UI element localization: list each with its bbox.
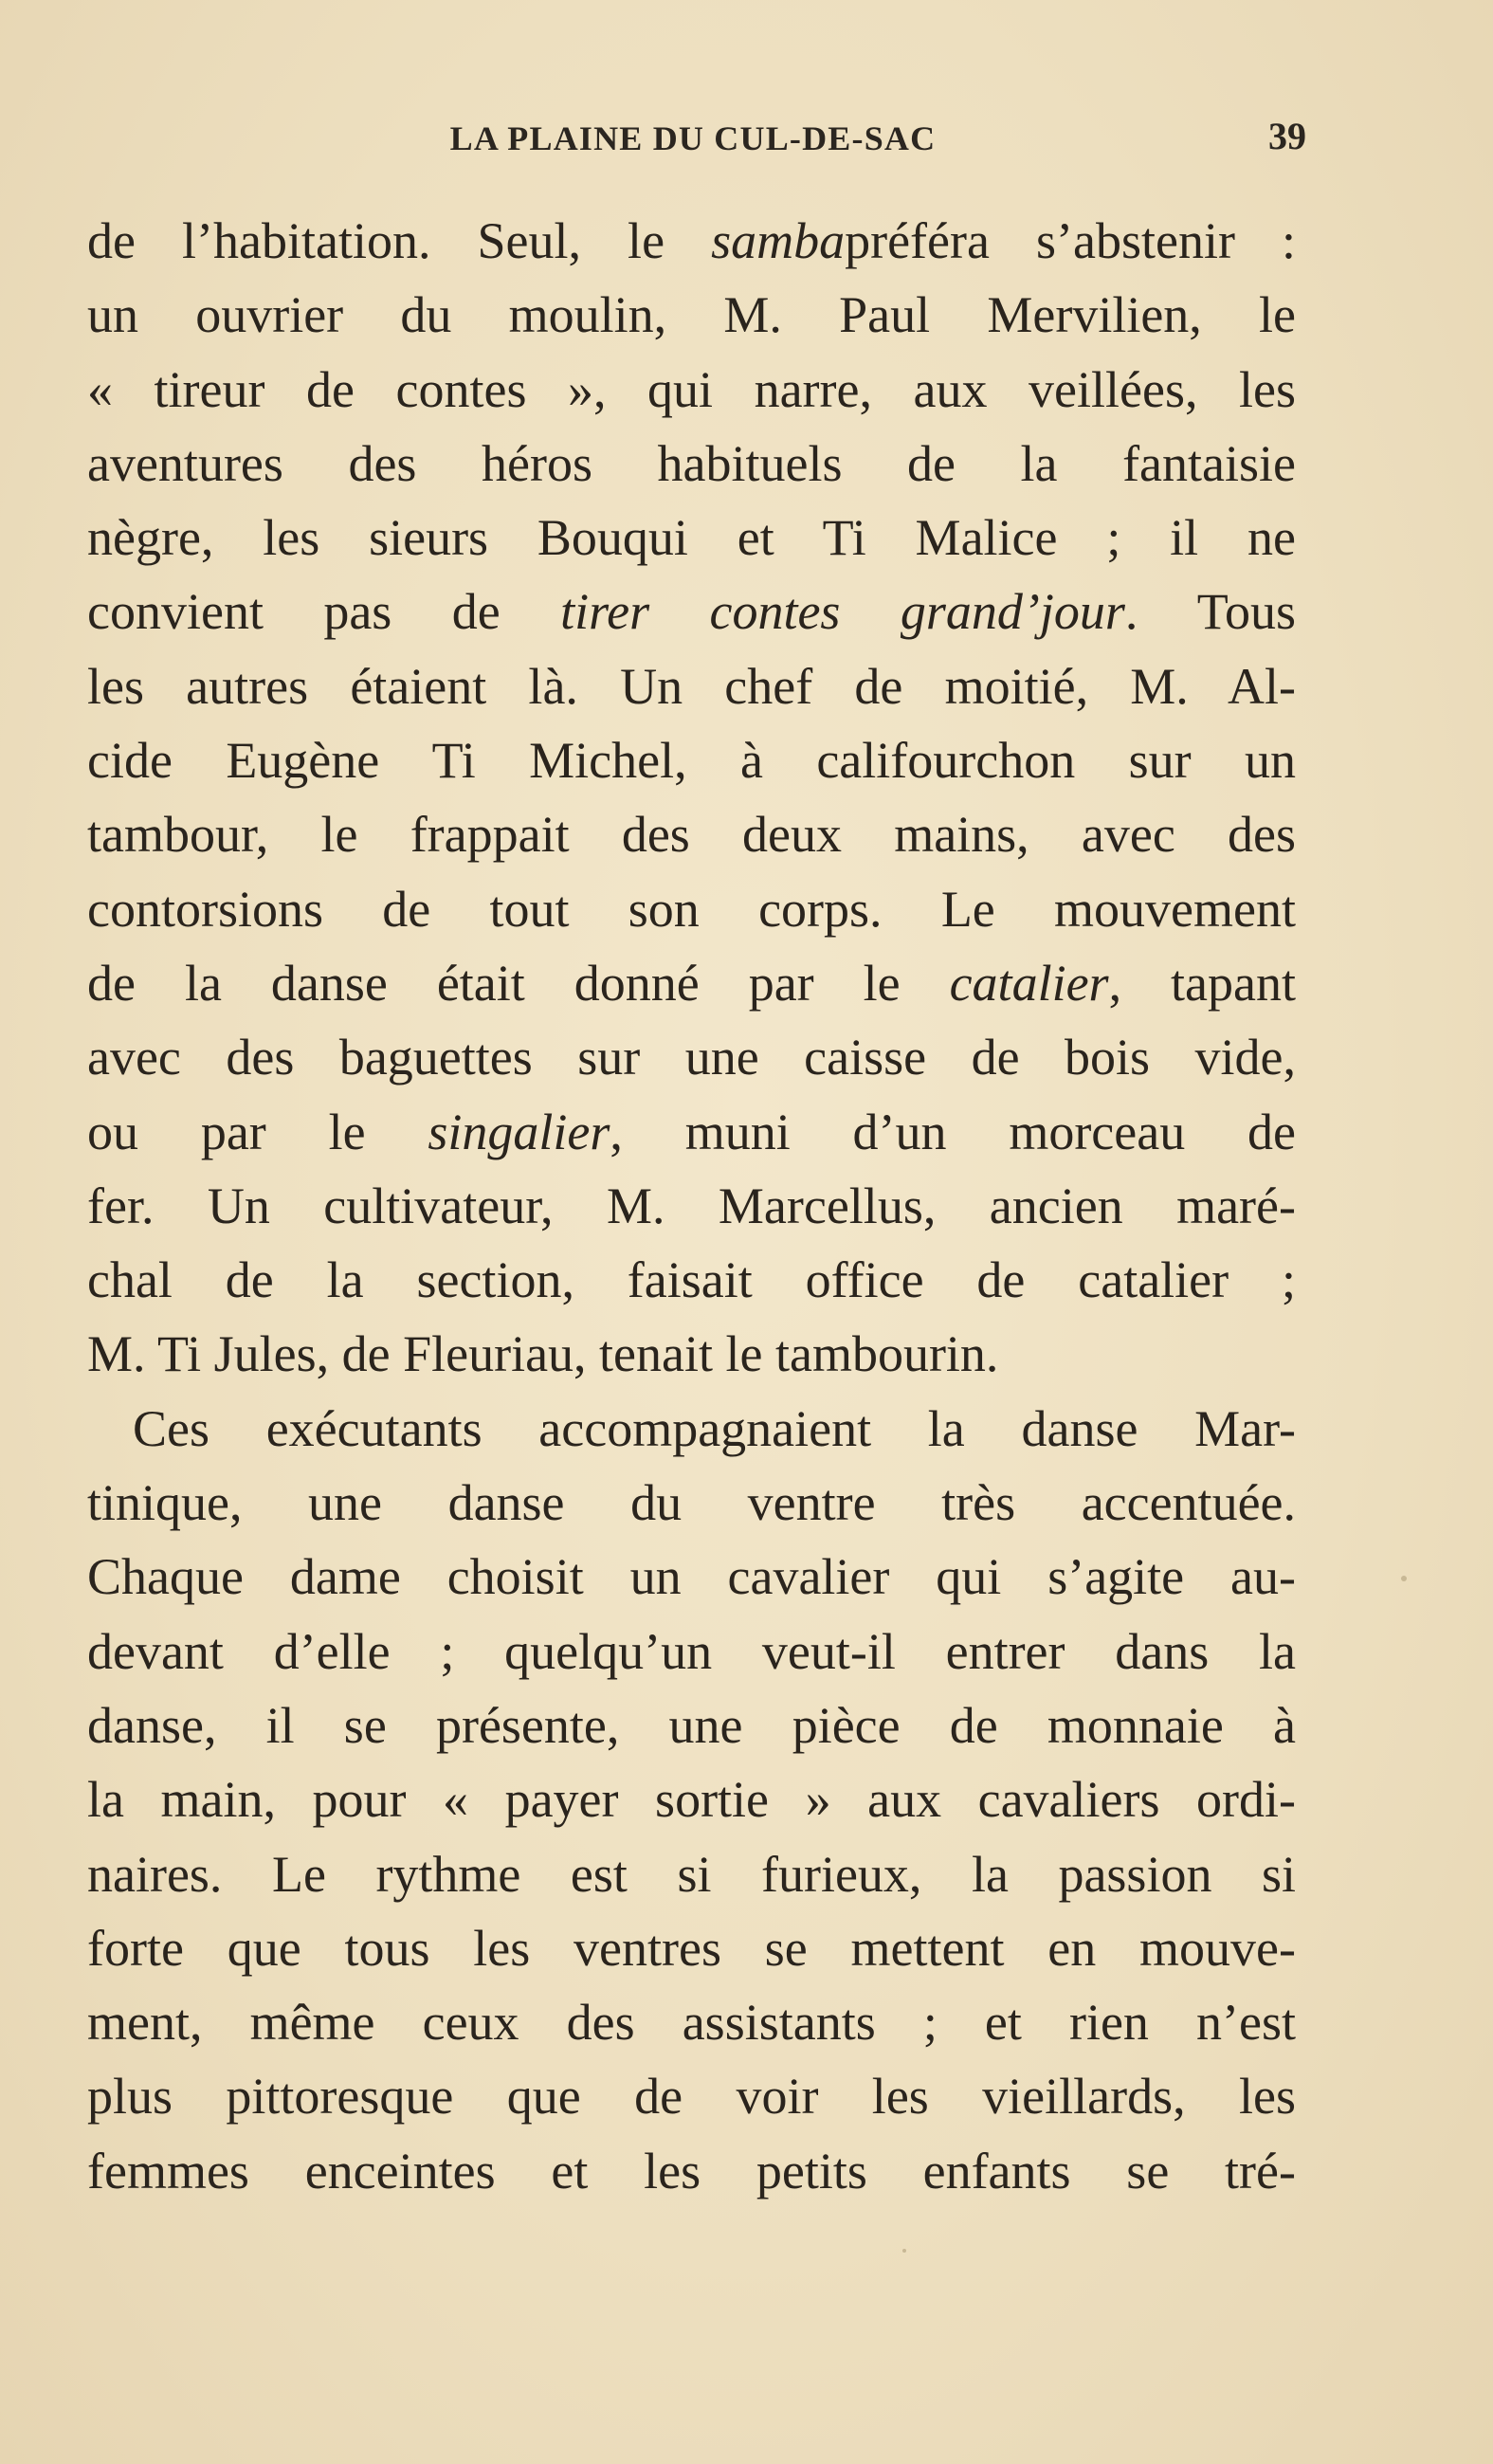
text-line: « tireur de contes », qui narre, aux veillées, les <box>87 360 1296 418</box>
text-line: devant d’elle ; quelqu’un veut-il entrer dans la <box>87 1622 1296 1680</box>
italic-term: samba <box>711 212 846 269</box>
text-line: fer. Un cultivateur, M. Marcellus, ancien maré- <box>87 1177 1296 1234</box>
text-line: nègre, les sieurs Bouqui et Ti Malice ; il ne <box>87 509 1296 567</box>
page-number: 39 <box>1268 115 1306 157</box>
text-line: Chaque dame choisit un cavalier qui s’agite au- <box>87 1548 1296 1606</box>
text-line: aventures des héros habituels de la fantaisie <box>87 434 1296 492</box>
text-line: M. Ti Jules, de Fleuriau, tenait le tambourin. <box>87 1325 999 1383</box>
text-line: contorsions de tout son corps. Le mouvement <box>87 880 1296 938</box>
running-head: LA PLAINE DU CUL-DE-SAC <box>449 119 937 157</box>
paper-speck <box>1401 1576 1407 1581</box>
paragraph-start-line: Ces exécutants accompagnaient la danse Mar- <box>133 1399 1296 1457</box>
text-line: ment, même ceux des assistants ; et rien n’est <box>87 1994 1296 2052</box>
text-line: convient pas de tirer contes grand’jour. Tous <box>87 583 1296 641</box>
text-line: tambour, le frappait des deux mains, avec des <box>87 806 1296 864</box>
text-line: avec des baguettes sur une caisse de bois vide, <box>87 1029 1296 1086</box>
italic-term: singalier <box>428 1103 610 1160</box>
text-line: la main, pour « payer sortie » aux cavaliers ordi- <box>87 1771 1296 1829</box>
text-line: naires. Le rythme est si furieux, la passion si <box>87 1845 1296 1903</box>
italic-term: tirer contes grand’jour <box>560 583 1125 641</box>
text-line: un ouvrier du moulin, M. Paul Mervilien, le <box>87 286 1296 344</box>
text-line: tinique, une danse du ventre très accentuée. <box>87 1474 1296 1532</box>
text-line: danse, il se présente, une pièce de monnaie à <box>87 1696 1296 1754</box>
text-line: chal de la section, faisait office de catalier ; <box>87 1251 1296 1309</box>
text-line: cide Eugène Ti Michel, à califourchon sur un <box>87 732 1296 790</box>
text-line: de la danse était donné par le catalier, tapant <box>87 954 1296 1012</box>
text-line: femmes enceintes et les petits enfants se tré- <box>87 2142 1296 2199</box>
text-line: forte que tous les ventres se mettent en mouve- <box>87 1919 1296 1977</box>
paper-speck <box>902 2249 906 2253</box>
italic-term: catalier <box>949 954 1109 1012</box>
text-line: les autres étaient là. Un chef de moitié, M. Al- <box>87 657 1296 715</box>
text-line: ou par le singalier, muni d’un morceau de <box>87 1103 1296 1160</box>
text-line: plus pittoresque que de voir les vieillards, les <box>87 2068 1296 2126</box>
body-text <box>87 204 1296 2208</box>
text-line: de l’habitation. Seul, le sambapréféra s’abstenir : <box>87 212 1297 269</box>
